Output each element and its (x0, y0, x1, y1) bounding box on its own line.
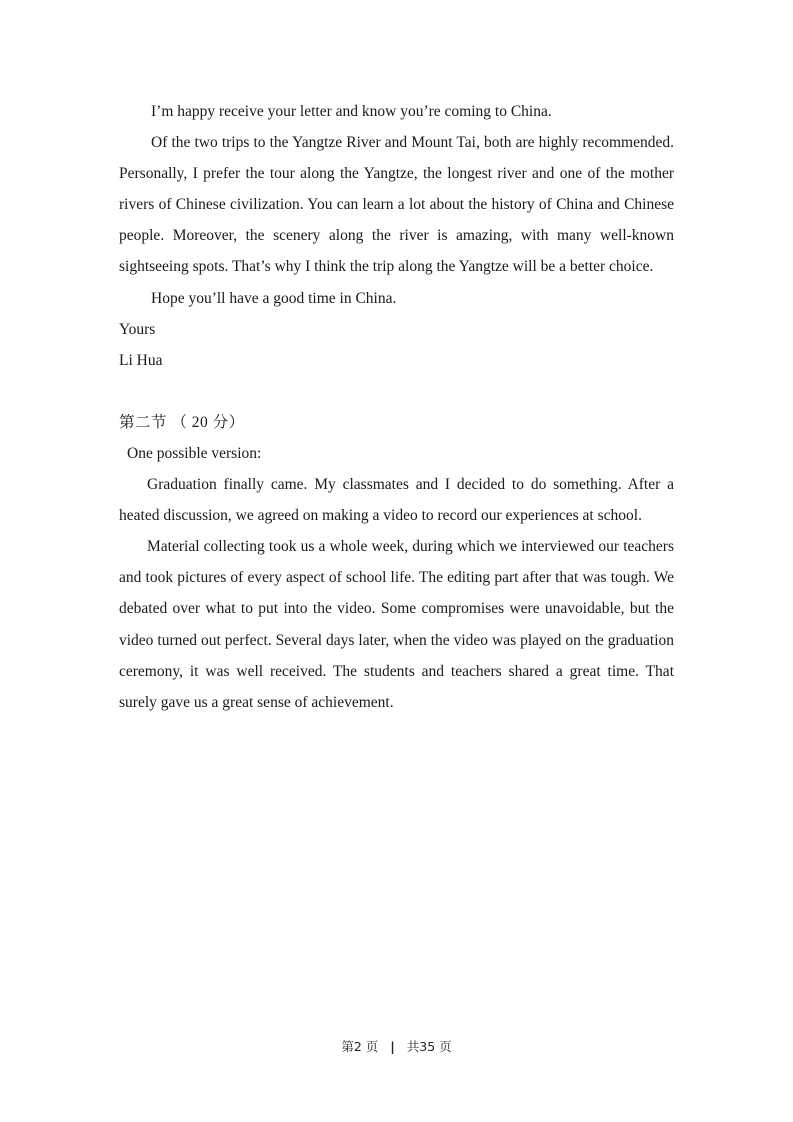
page-number: 第2 页 (341, 1039, 379, 1054)
letter-closing: Yours (119, 320, 156, 338)
page-total: 共35 页 (406, 1039, 452, 1054)
essay-paragraph-2: Material collecting took us a whole week, during which we interviewed our teachers and took pictures of every aspect of school life. The editing part after that was tough. We debated over what to put into the video. Some compromises were unavoidable, but the video turned out perfect. Several days later, when the video was played on the graduation ceremony, it was well received. The students and teachers shared a great time. That surely gave us a great sense of achievement. (119, 538, 674, 711)
section-title: 第二节 （ 20 分） (119, 413, 245, 431)
section-intro: One possible version: (127, 444, 262, 462)
letter-paragraph-3: Hope you’ll have a good time in China. (151, 289, 397, 307)
essay-paragraph-1: Graduation finally came. My classmates and I decided to do something. After a heated discussion, we agreed on making a video to record our experiences at school. (119, 476, 674, 525)
document-body (119, 96, 674, 718)
letter-paragraph-1: I’m happy receive your letter and know you’re coming to China. (151, 103, 552, 120)
footer-separator: | (390, 1039, 395, 1054)
letter-signature: Li Hua (119, 351, 163, 369)
section-spacer (119, 376, 674, 407)
letter-paragraph-2: Of the two trips to the Yangtze River and Mount Tai, both are highly recommended. Personally, I prefer the tour along the Yangtze, the longest river and one of the mother rivers of Chinese civilization. You can learn a lot about the history of China and Chinese people. Moreover, the scenery along the river is amazing, with many well-known sightseeing spots. That’s why I think the trip along the Yangtze will be a better choice. (119, 134, 674, 276)
page-footer (0, 1037, 793, 1055)
